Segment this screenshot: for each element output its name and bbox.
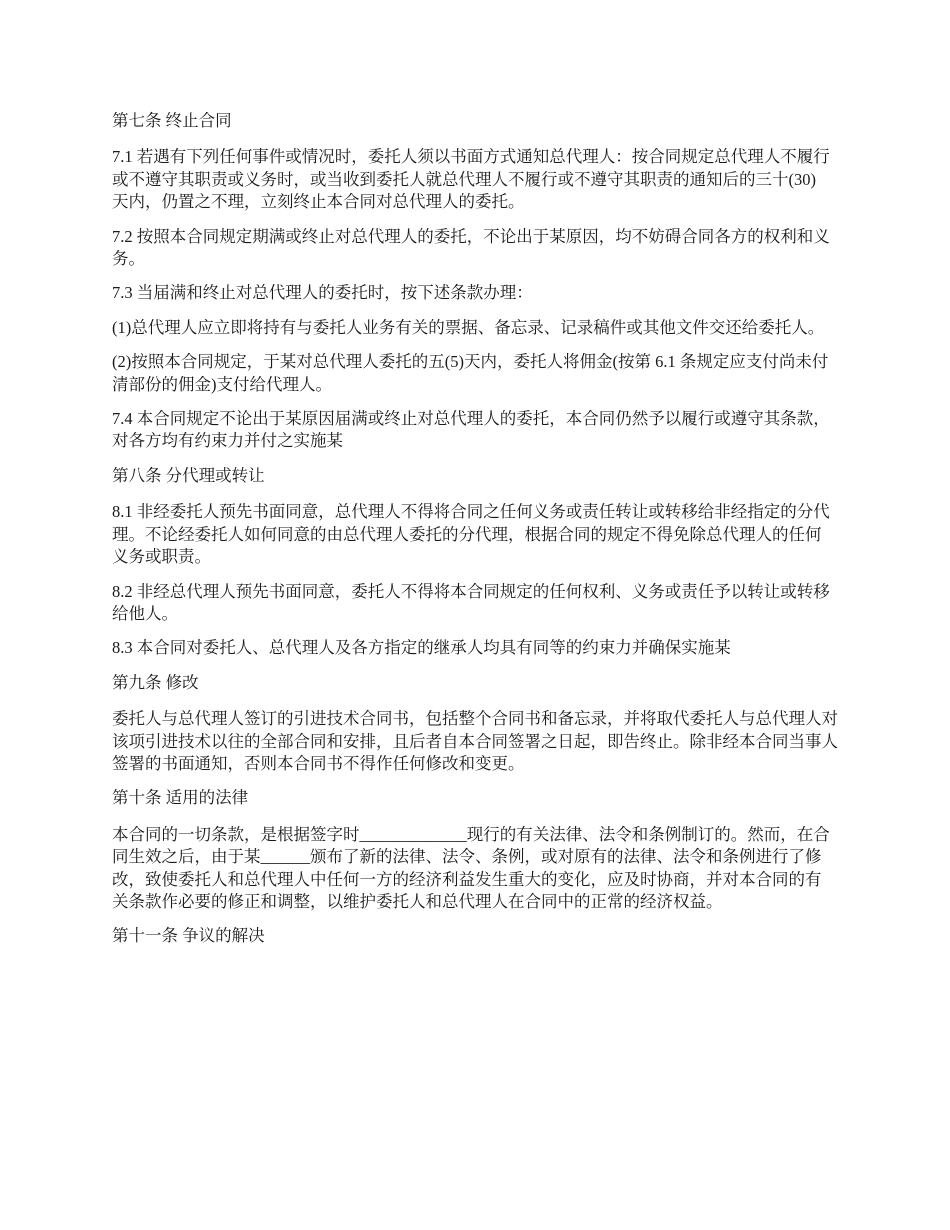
clause-7-2: 7.2 按照本合同规定期满或终止对总代理人的委托，不论出于某原因，均不妨碍合同各方的权利和义务。 bbox=[112, 226, 830, 269]
clause-7-1: 7.1 若遇有下列任何事件或情况时，委托人须以书面方式通知总代理人：按合同规定总代理人不履行或不遵守其职责或义务时，或当收到委托人就总代理人不履行或不遵守其职责的通知后的三十(30)天内，仍置之不理，立刻终止本合同对总代理人的委托。 bbox=[112, 147, 830, 212]
article-8-heading: 第八条 分代理或转让 bbox=[112, 465, 265, 485]
article-10-heading: 第十条 适用的法律 bbox=[112, 788, 249, 808]
clause-7-3-item-2: (2)按照本合同规定，于某对总代理人委托的五(5)天内，委托人将佣金(按第 6.1 条规定应支付尚未付清部份的佣金)支付给代理人。 bbox=[112, 352, 829, 394]
article-9-body: 委托人与总代理人签订的引进技术合同书，包括整个合同书和备忘录，并将取代委托人与总代理人对该项引进技术以往的全部合同和安排，且后者自本合同签署之日起，即告终止。除非经本合同当事人签署的书面通知，否则本合同书不得作任何修改和变更。 bbox=[112, 709, 838, 773]
clause-7-3: 7.3 当届满和终止对总代理人的委托时，按下述条款办理： bbox=[112, 283, 533, 303]
article-9-heading: 第九条 修改 bbox=[112, 672, 199, 692]
clause-7-3-item-1: (1)总代理人应立即将持有与委托人业务有关的票据、备忘录、记录稿件或其他文件交还给委托人。 bbox=[112, 317, 825, 337]
clause-7-4: 7.4 本合同规定不论出于某原因届满或终止对总代理人的委托，本合同仍然予以履行或遵守其条款，对各方均有约束力并付之实施某 bbox=[112, 409, 830, 451]
clause-8-2: 8.2 非经总代理人预先书面同意，委托人不得将本合同规定的任何权利、义务或责任予以转让或转移给他人。 bbox=[112, 581, 830, 623]
article-10-body: 本合同的一切条款，是根据签字时_____________现行的有关法律、法令和条例制订的。然而，在合同生效之后，由于某______颁布了新的法律、法令、条例，或对原有的法律、法令和条例进行了修改，致使委托人和总代理人中任何一方的经济利益发生重大的变化，应及时协商，并对本合同的有关条款作必要的修正和调整，以维护委托人和总代理人在合同中的正常的经济权益。 bbox=[112, 824, 830, 911]
document-body bbox=[112, 110, 838, 962]
article-7-heading: 第七条 终止合同 bbox=[112, 111, 232, 130]
clause-8-1: 8.1 非经委托人预先书面同意，总代理人不得将合同之任何义务或责任转让或转移给非经指定的分代理。不论经委托人如何同意的由总代理人委托的分代理，根据合同的规定不得免除总代理人的任何义务或职责。 bbox=[112, 502, 830, 567]
article-11-heading: 第十一条 争议的解决 bbox=[112, 926, 265, 946]
clause-8-3: 8.3 本合同对委托人、总代理人及各方指定的继承人均具有同等的约束力并确保实施某 bbox=[112, 638, 731, 658]
